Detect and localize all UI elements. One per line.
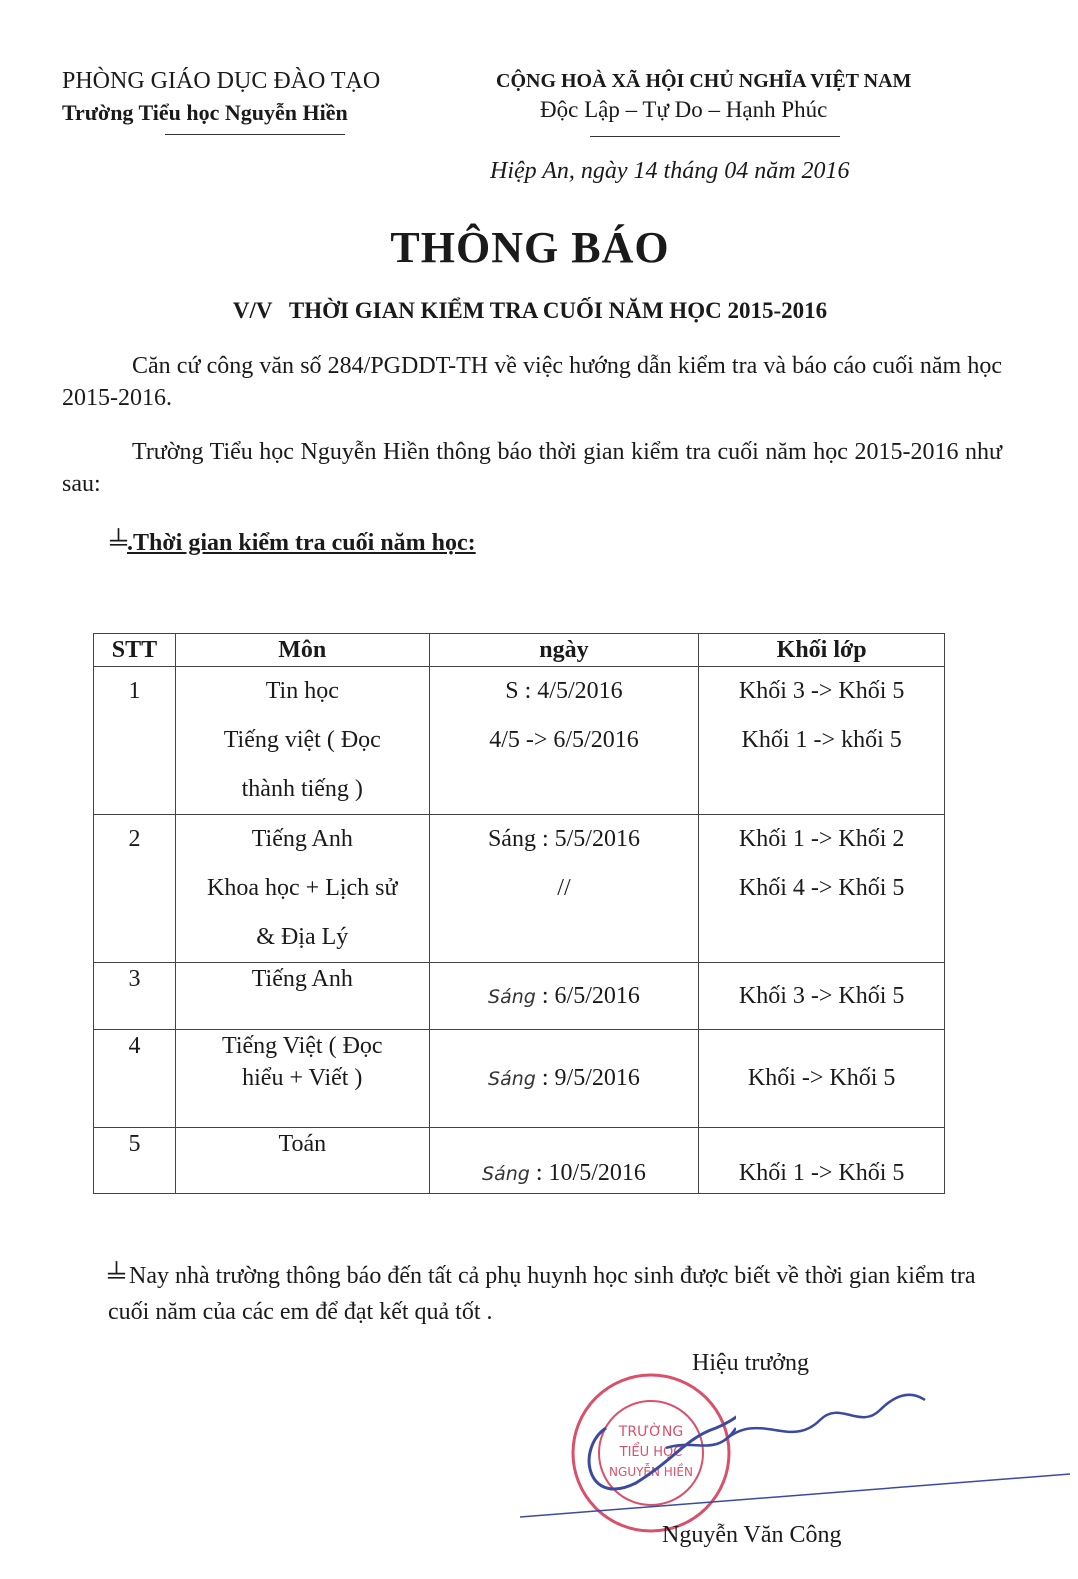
cell-ngay: Sáng : 9/5/2016	[429, 1030, 699, 1128]
cell-ngay: Sáng : 10/5/2016	[429, 1128, 699, 1194]
paragraph-announcement: Trường Tiểu học Nguyễn Hiền thông báo thời gian kiểm tra cuối năm học 2015-2016 như sau:	[62, 439, 1002, 497]
header-mon: Môn	[175, 634, 429, 667]
cell-stt: 2	[94, 815, 176, 963]
cell-khoi: Khối -> Khối 5	[699, 1030, 945, 1128]
table-row	[94, 815, 945, 963]
table-row	[94, 963, 945, 1030]
handwritten-sang: Sáng	[482, 1163, 530, 1185]
document-subtitle: V/V THỜI GIAN KIỂM TRA CUỐI NĂM HỌC 2015-2016	[232, 298, 828, 323]
motto: Độc Lập – Tự Do – Hạnh Phúc	[540, 97, 828, 122]
cell-mon: Tin học Tiếng việt ( Đọc thành tiếng )	[175, 667, 429, 815]
paragraph-basis: Căn cứ công văn số 284/PGDDT-TH về việc hướng dẫn kiểm tra và báo cáo cuối năm học 2015-2016.	[62, 353, 1002, 411]
table-header-row	[94, 634, 945, 667]
school-underline	[165, 134, 345, 135]
document-title: THÔNG BÁO	[390, 223, 670, 272]
header-stt: STT	[94, 634, 176, 667]
motto-underline	[590, 136, 840, 137]
school-name: Trường Tiểu học Nguyễn Hiền	[62, 100, 348, 125]
table-row	[94, 1030, 945, 1128]
cell-khoi: Khối 3 -> Khối 5	[699, 963, 945, 1030]
svg-text:TRƯỜNG: TRƯỜNG	[618, 1424, 684, 1440]
cell-ngay: S : 4/5/2016 4/5 -> 6/5/2016	[429, 667, 699, 815]
cell-stt: 1	[94, 667, 176, 815]
date-line: Hiệp An, ngày 14 tháng 04 năm 2016	[490, 158, 850, 184]
table-row	[94, 1128, 945, 1194]
cell-mon: Tiếng Anh Khoa học + Lịch sử & Địa Lý	[175, 815, 429, 963]
signature-underline	[520, 1472, 1070, 1527]
cell-khoi: Khối 1 -> Khối 5	[699, 1128, 945, 1194]
cell-khoi: Khối 3 -> Khối 5 Khối 1 -> khối 5	[699, 667, 945, 815]
signer-title: Hiệu trưởng	[692, 1350, 810, 1376]
cell-mon: Tiếng Anh	[175, 963, 429, 1030]
svg-text:TIỂU HỌC: TIỂU HỌC	[619, 1445, 683, 1460]
cell-khoi: Khối 1 -> Khối 2 Khối 4 -> Khối 5	[699, 815, 945, 963]
table-row	[94, 667, 945, 815]
section-bullet-icon: ╧	[110, 530, 128, 556]
cell-mon: Toán	[175, 1128, 429, 1194]
cell-ngay: Sáng : 5/5/2016 //	[429, 815, 699, 963]
cell-mon: Tiếng Việt ( Đọc hiểu + Viết )	[175, 1030, 429, 1128]
handwritten-sang: Sáng	[488, 985, 536, 1008]
dept-name: PHÒNG GIÁO DỤC ĐÀO TẠO	[62, 68, 381, 94]
cell-ngay: Sáng : 6/5/2016	[429, 963, 699, 1030]
svg-text:NGUYỄN HIỀN: NGUYỄN HIỀN	[609, 1465, 693, 1479]
closing-bullet-icon: ╧	[108, 1263, 126, 1289]
schedule-table	[93, 633, 945, 1194]
header-khoi: Khối lớp	[699, 634, 945, 667]
cell-stt: 4	[94, 1030, 176, 1128]
closing-paragraph: ╧ Nay nhà trường thông báo đến tất cả phụ huynh học sinh được biết về thời gian kiểm tra cuối năm của các em để đạt kết quả tốt .	[108, 1263, 976, 1325]
signature-stroke-icon	[720, 1380, 940, 1465]
signer-name: Nguyễn Văn Công	[662, 1522, 842, 1548]
cell-stt: 3	[94, 963, 176, 1030]
header-ngay: ngày	[429, 634, 699, 667]
handwritten-sang: Sáng	[488, 1068, 536, 1090]
section-heading: ╧.Thời gian kiểm tra cuối năm học:	[110, 530, 476, 556]
republic-name: CỘNG HOÀ XÃ HỘI CHỦ NGHĨA VIỆT NAM	[496, 70, 912, 92]
cell-stt: 5	[94, 1128, 176, 1194]
